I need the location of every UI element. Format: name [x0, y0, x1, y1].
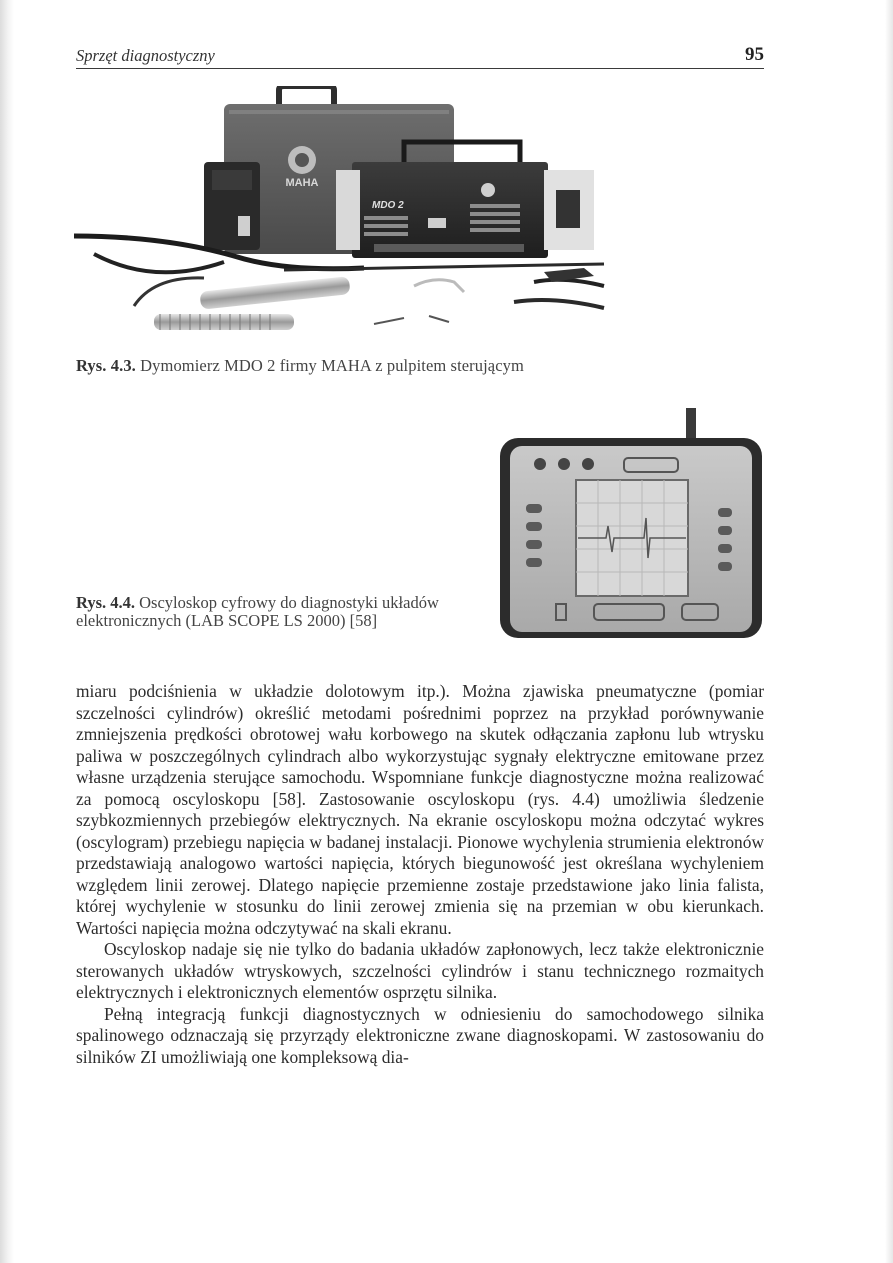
header-title: Sprzęt diagnostyczny — [76, 46, 215, 65]
figure2-caption-text: Oscyloskop cyfrowy do diagnostyki układów elektronicznych (LAB SCOPE LS 2000) [58] — [76, 593, 439, 630]
body-text — [76, 681, 764, 1068]
figure2-caption — [76, 594, 488, 630]
page-binding-shadow — [0, 0, 14, 1263]
figure1-caption-text: Dymomierz MDO 2 firmy MAHA z pulpitem sterującym — [140, 356, 524, 375]
body-paragraph: Oscyloskop nadaje się nie tylko do badania układów zapłonowych, lecz także elektronicznie sterowanych układów wtryskowych, szczelności cylindrów i stanu technicznego rozmaitych elektrycznych i elektronicznych elementów osprzętu silnika. — [76, 939, 764, 1002]
figure2-label: Rys. 4.4. — [76, 593, 136, 612]
page-edge-shadow — [885, 0, 893, 1263]
figure1-caption — [76, 356, 676, 376]
figure-mdo2-photo — [74, 86, 609, 344]
device-model-label: MDO 2 — [372, 200, 404, 211]
case-brand-label: MAHA — [285, 177, 319, 189]
body-paragraph: miaru podciśnienia w układzie dolotowym itp.). Można zjawiska pneumatyczne (pomiar szczelności cylindrów) określić metodami pośrednimi poprzez na przykład porównywanie zmniejszenia prędkości obrotowej wału korbowego na skutek odłączania zapłonu lub wtrysku paliwa w poszczególnych cylindrach albo wykorzystując sygnały elektryczne emitowane przez własne urządzenia sterujące samochodu. Wspomniane funkcje diagnostyczne można realizować za pomocą oscyloskopu [58]. Zastosowanie oscyloskopu (rys. 4.4) umożliwia śledzenie szybkozmiennych przebiegów elektrycznych. Na ekranie oscyloskopu można odczytać wykres (oscylogram) przebiegu napięcia w badanej instalacji. Pionowe wychylenia strumienia elektronów przedstawiają analogowo wartości napięcia, których biegunowość jest określana wychyleniem względem linii zerowej. Dlatego napięcie przemienne zostaje przedstawione jako linia falista, której wychylenie w stosunku do linii zerowej zmienia się na przemian w obu kierunkach. Wartości napięcia można odczytywać na skali ekranu. — [76, 681, 764, 938]
page-number: 95 — [745, 44, 764, 65]
figure-oscilloscope-photo — [496, 408, 766, 640]
figure1-label: Rys. 4.3. — [76, 356, 136, 375]
body-paragraph: Pełną integracją funkcji diagnostycznych w odniesieniu do samochodowego silnika spalinowego odznaczają się przyrządy elektroniczne zwane diagnoskopami. W zastosowaniu do silników ZI umożliwiają one kompleksową dia- — [76, 1003, 764, 1067]
running-header — [76, 42, 764, 69]
